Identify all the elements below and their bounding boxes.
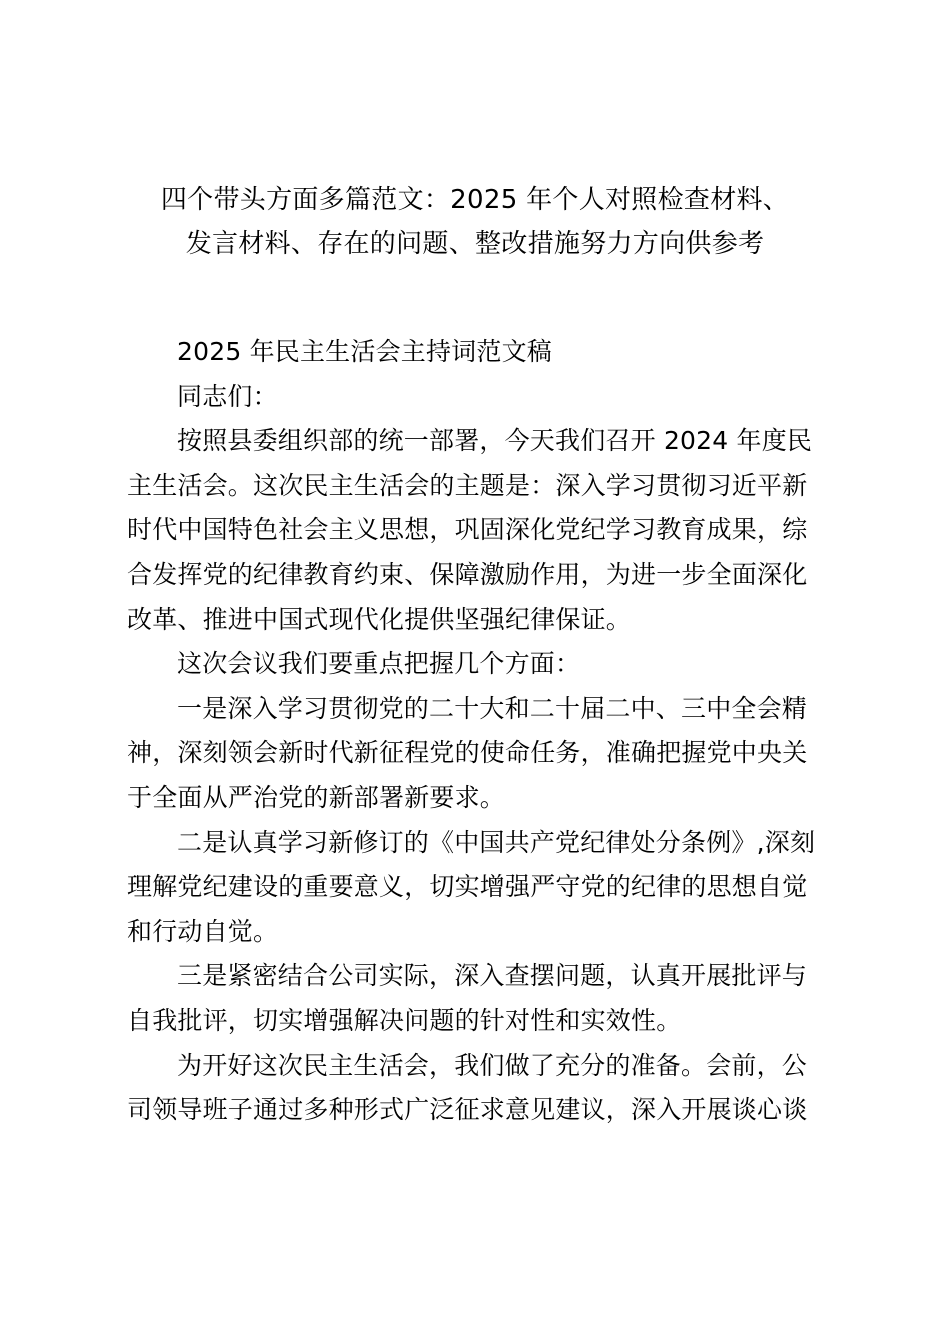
paragraph-line: 自我批评，切实增强解决问题的针对性和实效性。	[127, 1005, 682, 1035]
paragraph-line: 按照县委组织部的统一部署，今天我们召开 2024 年度民	[177, 426, 813, 456]
body-paragraph	[127, 1044, 827, 1133]
body-paragraph	[127, 642, 827, 687]
paragraph-line: 理解党纪建设的重要意义，切实增强严守党的纪律的思想自觉	[127, 872, 808, 902]
document-body	[127, 330, 827, 1133]
paragraph-line: 神，深刻领会新时代新征程党的使命任务，准确把握党中央关	[127, 738, 808, 768]
document-title-line: 四个带头方面多篇范文：2025 年个人对照检查材料、	[160, 185, 790, 215]
paragraph-line: 为开好这次民主生活会，我们做了充分的准备。会前，公	[177, 1050, 808, 1080]
body-paragraph	[127, 954, 827, 1043]
salutation-paragraph	[127, 375, 827, 420]
body-paragraph	[127, 419, 827, 642]
subtitle-paragraph	[127, 330, 827, 375]
body-paragraph	[127, 821, 827, 955]
paragraph-line: 二是认真学习新修订的《中国共产党纪律处分条例》,深刻	[177, 827, 816, 857]
paragraph-line: 改革、推进中国式现代化提供坚强纪律保证。	[127, 604, 632, 634]
paragraph-line: 同志们：	[177, 381, 278, 411]
paragraph-line: 和行动自觉。	[127, 916, 279, 946]
paragraph-line: 主生活会。这次民主生活会的主题是：深入学习贯彻习近平新	[127, 470, 808, 500]
paragraph-line: 时代中国特色社会主义思想，巩固深化党纪学习教育成果，综	[127, 515, 808, 545]
paragraph-line: 三是紧密结合公司实际，深入查摆问题，认真开展批评与	[177, 961, 808, 991]
document-title-line: 发言材料、存在的问题、整改措施努力方向供参考	[185, 229, 765, 259]
body-paragraph	[127, 687, 827, 821]
paragraph-line: 司领导班子通过多种形式广泛征求意见建议，深入开展谈心谈	[127, 1095, 808, 1125]
paragraph-line: 合发挥党的纪律教育约束、保障激励作用，为进一步全面深化	[127, 559, 808, 589]
paragraph-line: 一是深入学习贯彻党的二十大和二十届二中、三中全会精	[177, 693, 808, 723]
paragraph-line: 2025 年民主生活会主持词范文稿	[177, 337, 552, 366]
document-title	[110, 178, 840, 266]
paragraph-line: 于全面从严治党的新部署新要求。	[127, 782, 506, 812]
paragraph-line: 这次会议我们要重点把握几个方面：	[177, 649, 581, 679]
